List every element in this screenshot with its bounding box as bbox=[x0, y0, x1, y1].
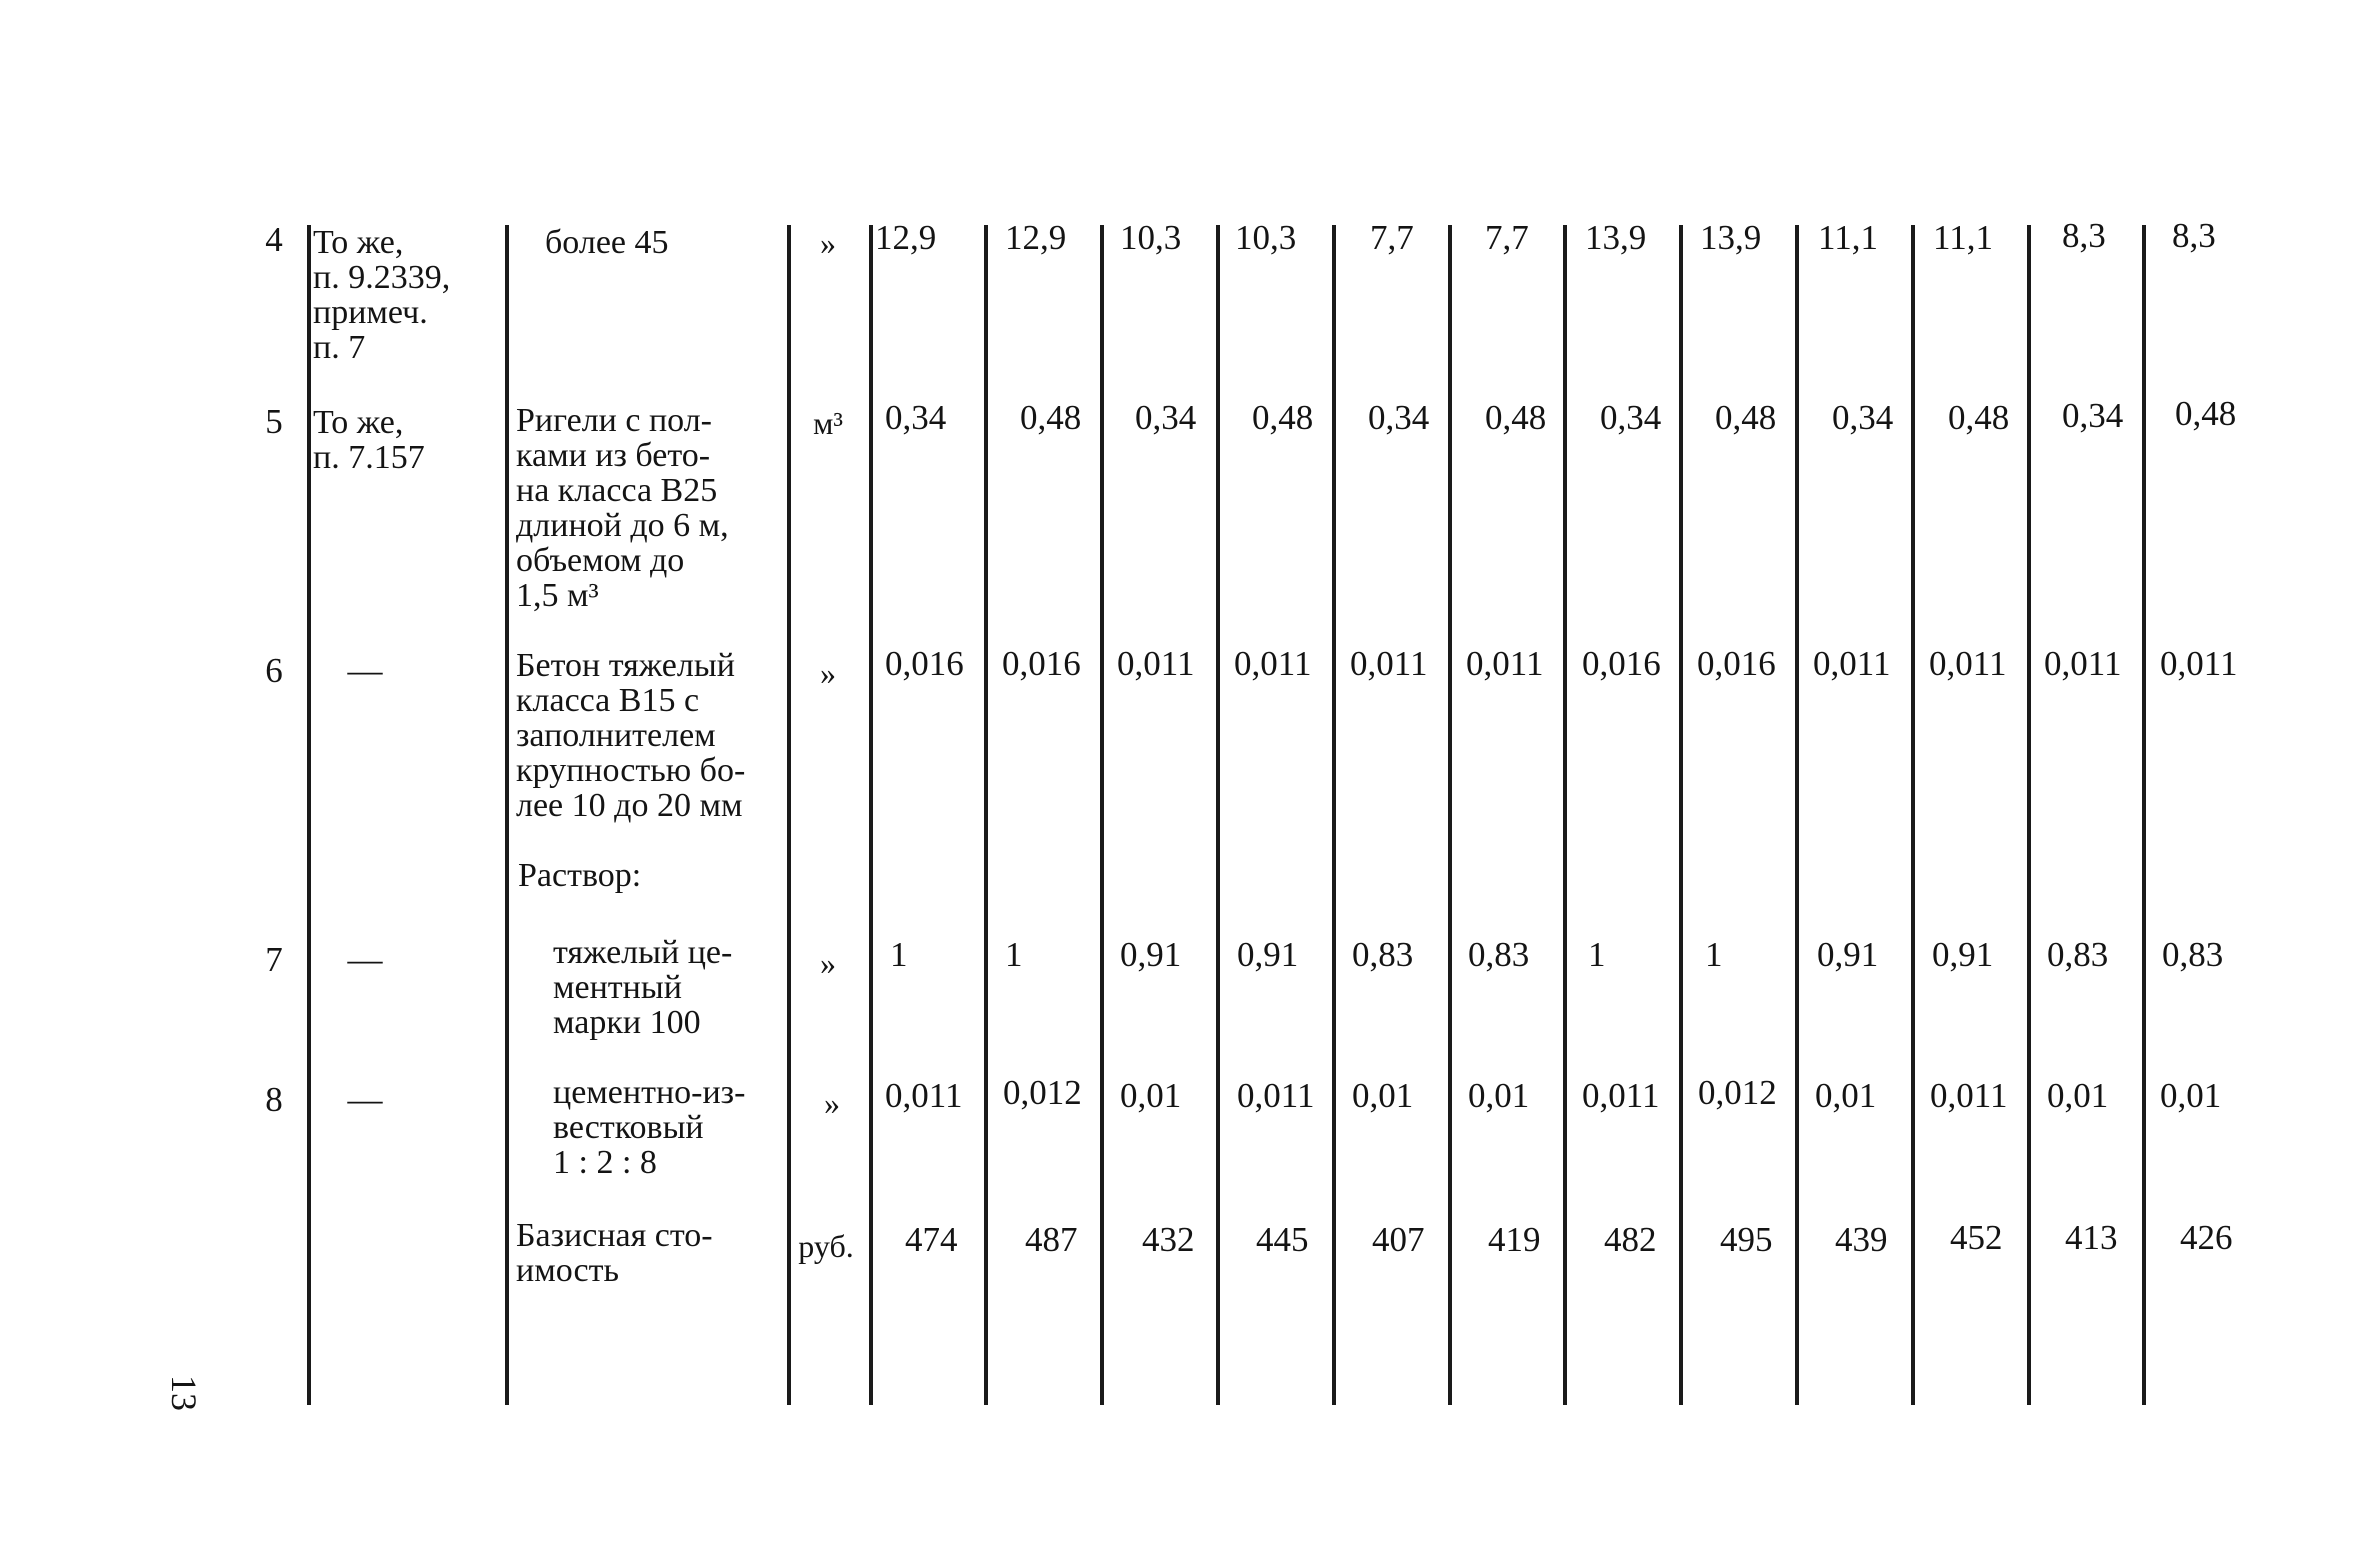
row-number: 4 bbox=[265, 220, 283, 259]
value-cell: 439 bbox=[1835, 1220, 1888, 1259]
value-cell: 0,83 bbox=[2047, 935, 2109, 974]
value-cell: 0,01 bbox=[1120, 1076, 1182, 1115]
item-name-line: имость bbox=[516, 1252, 620, 1289]
value-cell: 0,34 bbox=[1600, 398, 1662, 437]
value-cell: 12,9 bbox=[1005, 218, 1067, 257]
item-name-line: марки 100 bbox=[553, 1004, 701, 1041]
value-cell: 1 bbox=[890, 935, 908, 974]
unit-cell: руб. bbox=[798, 1228, 854, 1264]
unit-cell: » bbox=[820, 225, 836, 261]
item-name-line: лее 10 до 20 мм bbox=[516, 787, 743, 824]
value-cell: 0,011 bbox=[2044, 644, 2122, 683]
value-cell: 0,011 bbox=[2160, 644, 2238, 683]
value-cell: 0,91 bbox=[1237, 935, 1299, 974]
value-cell: 0,012 bbox=[1698, 1073, 1777, 1112]
section-heading: Раствор: bbox=[518, 857, 642, 894]
value-cell: 0,016 bbox=[885, 644, 964, 683]
value-cell: 0,012 bbox=[1003, 1073, 1082, 1112]
value-cell: 0,48 bbox=[1252, 398, 1314, 437]
value-cell: 10,3 bbox=[1120, 218, 1182, 257]
value-cell: 0,83 bbox=[1468, 935, 1530, 974]
reference-line: То же, bbox=[313, 224, 404, 261]
column-separator bbox=[1448, 225, 1452, 1405]
item-name-line: Базисная сто- bbox=[516, 1217, 713, 1254]
column-separator bbox=[984, 225, 988, 1405]
column-separator bbox=[869, 225, 873, 1405]
value-cell: 482 bbox=[1604, 1220, 1657, 1259]
value-cell: 0,48 bbox=[1485, 398, 1547, 437]
value-cell: 413 bbox=[2065, 1218, 2118, 1257]
column-separator bbox=[505, 225, 509, 1405]
column-separator bbox=[1795, 225, 1799, 1405]
value-cell: 0,91 bbox=[1932, 935, 1994, 974]
value-cell: 0,011 bbox=[1466, 644, 1544, 683]
value-cell: 11,1 bbox=[1933, 218, 1993, 257]
reference-line: п. 7 bbox=[313, 329, 366, 366]
value-cell: 0,34 bbox=[1368, 398, 1430, 437]
row-number: 6 bbox=[265, 651, 283, 690]
column-separator bbox=[2142, 225, 2146, 1405]
value-cell: 0,34 bbox=[1135, 398, 1197, 437]
column-separator bbox=[1563, 225, 1567, 1405]
unit-cell: » bbox=[820, 945, 836, 981]
value-cell: 0,48 bbox=[1020, 398, 1082, 437]
value-cell: 0,016 bbox=[1582, 644, 1661, 683]
value-cell: 0,011 bbox=[1237, 1076, 1315, 1115]
item-name-line: на класса В25 bbox=[516, 472, 718, 509]
value-cell: 445 bbox=[1256, 1220, 1309, 1259]
value-cell: 452 bbox=[1950, 1218, 2003, 1257]
value-cell: 0,011 bbox=[1930, 1076, 2008, 1115]
unit-cell: » bbox=[820, 655, 836, 691]
column-separator bbox=[1100, 225, 1104, 1405]
value-cell: 0,34 bbox=[2062, 396, 2124, 435]
column-separator bbox=[1911, 225, 1915, 1405]
reference-dash: — bbox=[347, 1080, 383, 1119]
value-cell: 0,34 bbox=[885, 398, 947, 437]
value-cell: 0,016 bbox=[1697, 644, 1776, 683]
value-cell: 0,83 bbox=[2162, 935, 2224, 974]
value-cell: 0,83 bbox=[1352, 935, 1414, 974]
value-cell: 419 bbox=[1488, 1220, 1541, 1259]
value-cell: 432 bbox=[1142, 1220, 1195, 1259]
item-name-line: крупностью бо- bbox=[516, 752, 746, 789]
item-name-line: ментный bbox=[553, 969, 682, 1006]
row-number: 7 bbox=[265, 940, 283, 979]
value-cell: 1 bbox=[1005, 935, 1023, 974]
value-cell: 487 bbox=[1025, 1220, 1078, 1259]
value-cell: 7,7 bbox=[1370, 218, 1414, 257]
value-cell: 0,48 bbox=[1715, 398, 1777, 437]
item-name-line: тяжелый це- bbox=[553, 934, 733, 971]
value-cell: 495 bbox=[1720, 1220, 1773, 1259]
value-cell: 0,91 bbox=[1817, 935, 1879, 974]
value-cell: 0,01 bbox=[1468, 1076, 1530, 1115]
value-cell: 0,48 bbox=[2175, 394, 2237, 433]
reference-line: п. 9.2339, bbox=[313, 259, 451, 296]
item-name-line: класса В15 с bbox=[516, 682, 700, 719]
value-cell: 0,34 bbox=[1832, 398, 1894, 437]
value-cell: 7,7 bbox=[1485, 218, 1529, 257]
value-cell: 0,011 bbox=[1813, 644, 1891, 683]
value-cell: 1 bbox=[1705, 935, 1723, 974]
column-separator bbox=[307, 225, 311, 1405]
value-cell: 0,011 bbox=[885, 1076, 963, 1115]
value-cell: 0,011 bbox=[1582, 1076, 1660, 1115]
value-cell: 11,1 bbox=[1818, 218, 1878, 257]
value-cell: 426 bbox=[2180, 1218, 2233, 1257]
item-name-line: длиной до 6 м, bbox=[516, 507, 729, 544]
column-separator bbox=[1679, 225, 1683, 1405]
value-cell: 474 bbox=[905, 1220, 958, 1259]
item-name-line: цементно-из- bbox=[553, 1074, 746, 1111]
value-cell: 0,91 bbox=[1120, 935, 1182, 974]
value-cell: 1 bbox=[1588, 935, 1606, 974]
value-cell: 0,011 bbox=[1234, 644, 1312, 683]
value-cell: 0,011 bbox=[1117, 644, 1195, 683]
value-cell: 12,9 bbox=[875, 218, 937, 257]
value-cell: 0,01 bbox=[2160, 1076, 2222, 1115]
item-name-line: ками из бето- bbox=[516, 437, 711, 474]
item-name-line: Бетон тяжелый bbox=[516, 647, 735, 684]
item-name-line: Ригели с пол- bbox=[516, 402, 712, 439]
column-separator bbox=[2027, 225, 2031, 1405]
value-cell: 10,3 bbox=[1235, 218, 1297, 257]
item-name-line: заполнителем bbox=[516, 717, 716, 754]
value-cell: 0,016 bbox=[1002, 644, 1081, 683]
row-number: 5 bbox=[265, 402, 283, 441]
value-cell: 8,3 bbox=[2062, 216, 2106, 255]
unit-cell: м³ bbox=[813, 405, 843, 441]
reference-dash: — bbox=[347, 940, 383, 979]
value-cell: 0,01 bbox=[1815, 1076, 1877, 1115]
item-name-line: 1,5 м³ bbox=[516, 577, 599, 614]
column-separator bbox=[1332, 225, 1336, 1405]
reference-line: То же, bbox=[313, 404, 404, 441]
value-cell: 407 bbox=[1372, 1220, 1425, 1259]
value-cell: 13,9 bbox=[1585, 218, 1647, 257]
reference-line: примеч. bbox=[313, 294, 428, 331]
value-cell: 0,011 bbox=[1350, 644, 1428, 683]
reference-line: п. 7.157 bbox=[313, 439, 425, 476]
value-cell: 13,9 bbox=[1700, 218, 1762, 257]
item-name-line: объемом до bbox=[516, 542, 685, 579]
item-name-line: 1 : 2 : 8 bbox=[553, 1144, 657, 1181]
item-name-line: вестковый bbox=[553, 1109, 704, 1146]
value-cell: 0,01 bbox=[1352, 1076, 1414, 1115]
row-number: 8 bbox=[265, 1080, 283, 1119]
reference-dash: — bbox=[347, 651, 383, 690]
value-cell: 0,011 bbox=[1929, 644, 2007, 683]
page-number: 13 bbox=[164, 1375, 204, 1411]
value-cell: 8,3 bbox=[2172, 216, 2216, 255]
unit-cell: » bbox=[824, 1085, 840, 1121]
item-name-line: более 45 bbox=[545, 224, 669, 261]
value-cell: 0,48 bbox=[1948, 398, 2010, 437]
value-cell: 0,01 bbox=[2047, 1076, 2109, 1115]
column-separator bbox=[1216, 225, 1220, 1405]
